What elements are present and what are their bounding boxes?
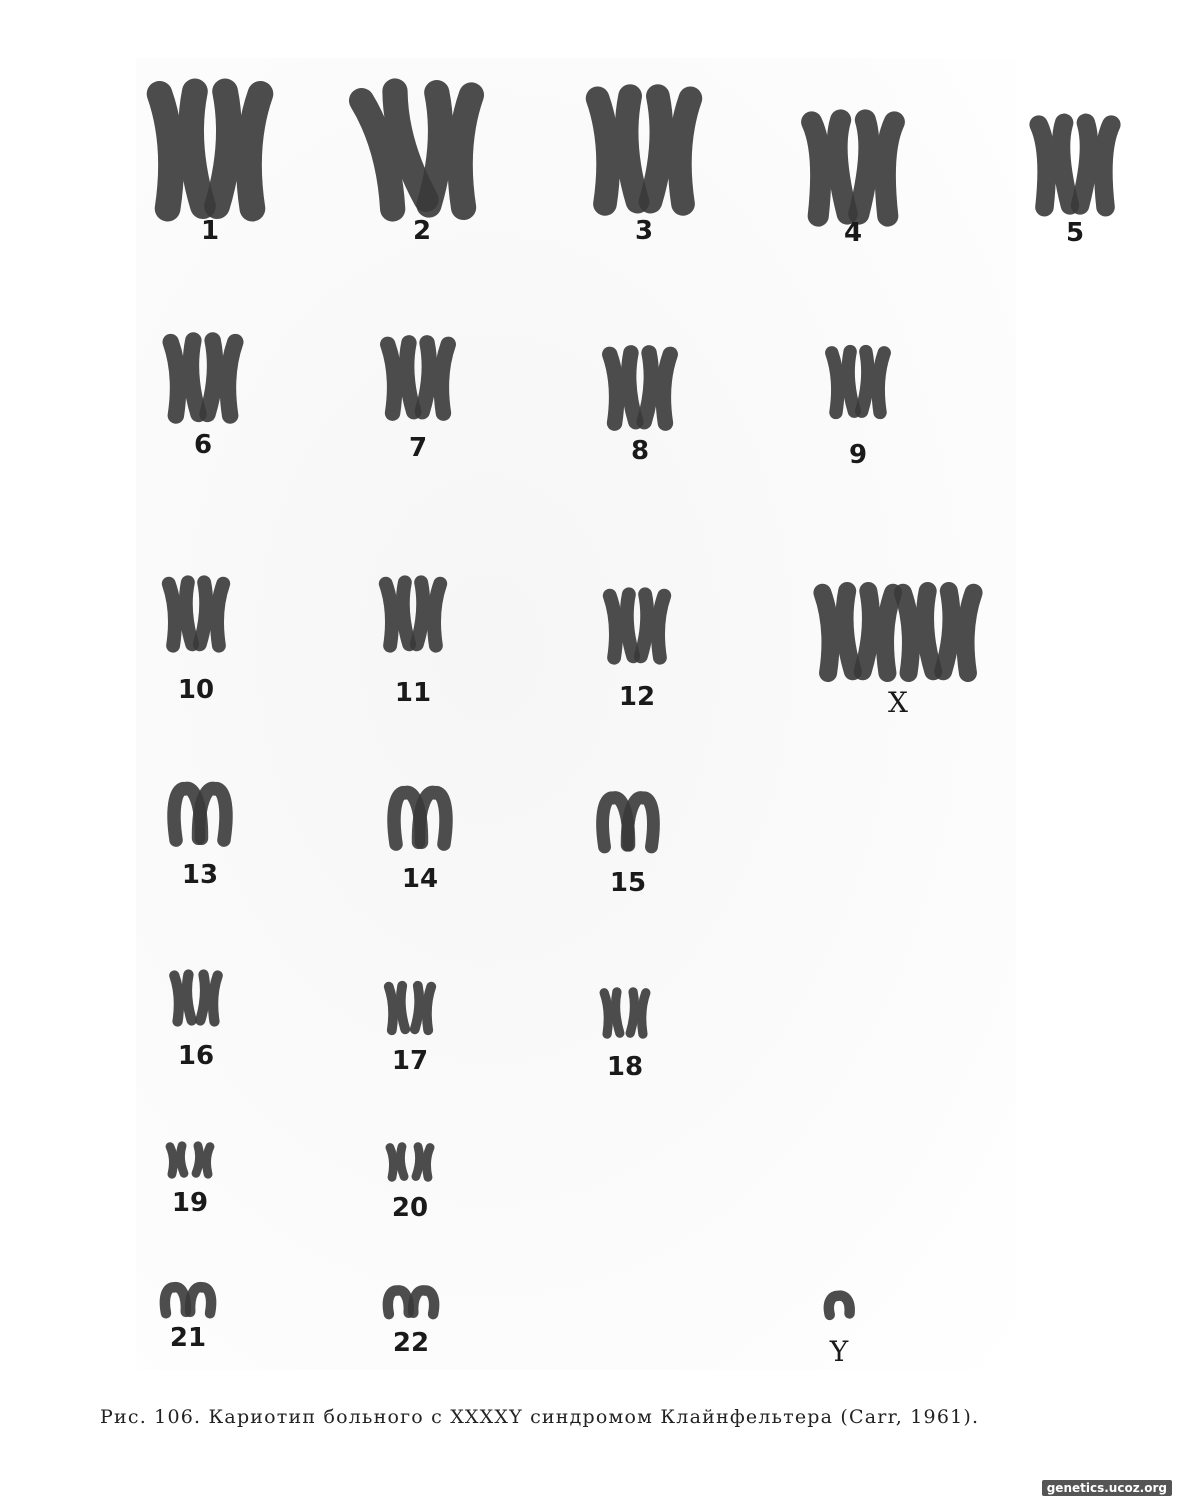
chromosome-5-2 xyxy=(1080,123,1111,207)
chromosome-22-1 xyxy=(387,1290,409,1315)
chromosome-label-19: 19 xyxy=(171,1188,209,1218)
chromosome-5-1 xyxy=(1039,123,1070,207)
chromosome-label-21: 21 xyxy=(169,1323,207,1353)
chromosome-8-1 xyxy=(610,353,636,423)
chromosome-17-2 xyxy=(415,986,431,1031)
chromosome-label-13: 13 xyxy=(181,860,219,890)
chromosome-label-2: 2 xyxy=(412,216,432,246)
chromosome-label-Y: Y xyxy=(829,1335,849,1368)
chromosome-7-1 xyxy=(388,343,414,413)
chromosome-19-1 xyxy=(170,1146,184,1174)
chromosome-3-1 xyxy=(598,96,638,204)
chromosome-1-2 xyxy=(217,91,260,208)
chromosome-X-3 xyxy=(903,591,933,673)
chromosome-10-2 xyxy=(200,582,223,645)
chromosome-label-3: 3 xyxy=(634,216,654,246)
chromosome-11-1 xyxy=(386,582,409,645)
chromosome-label-7: 7 xyxy=(408,433,428,463)
chromosome-label-20: 20 xyxy=(391,1193,429,1223)
chromosome-10-1 xyxy=(169,582,192,645)
chromosome-4-2 xyxy=(859,120,895,216)
chromosome-label-15: 15 xyxy=(609,868,647,898)
chromosome-16-2 xyxy=(200,975,217,1022)
chromosome-label-9: 9 xyxy=(848,440,868,470)
chromosome-2-1 xyxy=(362,91,426,209)
chromosome-X-4 xyxy=(943,591,973,673)
chromosome-8-2 xyxy=(644,353,670,423)
watermark: genetics.ucoz.org xyxy=(1042,1480,1172,1496)
chromosome-15-2 xyxy=(627,797,656,847)
chromosome-9-2 xyxy=(862,352,885,413)
chromosome-label-16: 16 xyxy=(177,1041,215,1071)
chromosome-label-X: X xyxy=(888,686,908,719)
chromosome-label-22: 22 xyxy=(392,1328,430,1358)
chromosome-X-2 xyxy=(863,591,893,673)
chromosome-X-1 xyxy=(822,591,852,673)
chromosome-label-8: 8 xyxy=(630,436,650,466)
chromosome-6-1 xyxy=(171,340,199,415)
chromosome-7-2 xyxy=(422,343,448,413)
chromosome-13-2 xyxy=(198,788,228,841)
chromosome-21-1 xyxy=(164,1287,187,1314)
chromosome-label-18: 18 xyxy=(606,1052,644,1082)
chromosome-14-2 xyxy=(418,792,448,845)
chromosome-label-10: 10 xyxy=(177,675,215,705)
figure-caption: Рис. 106. Кариотип больного с XXXXY синдромом Клайнфельтера (Carr, 1961). xyxy=(100,1406,980,1428)
chromosome-1-1 xyxy=(160,91,203,208)
chromosome-20-2 xyxy=(416,1147,430,1178)
chromosome-label-6: 6 xyxy=(193,430,213,460)
chromosome-label-14: 14 xyxy=(401,864,439,894)
chromosome-label-5: 5 xyxy=(1065,218,1085,248)
chromosome-9-1 xyxy=(832,352,855,413)
chromosome-label-12: 12 xyxy=(618,682,656,712)
chromosome-17-1 xyxy=(389,986,405,1031)
chromosome-12-2 xyxy=(641,594,664,657)
chromosome-21-2 xyxy=(190,1287,213,1314)
chromosome-2-2 xyxy=(429,93,471,208)
chromosome-12-1 xyxy=(610,594,633,657)
chromosome-20-1 xyxy=(390,1147,404,1178)
chromosome-label-17: 17 xyxy=(391,1046,429,1076)
chromosome-label-11: 11 xyxy=(394,678,432,708)
chromosome-6-2 xyxy=(208,340,236,415)
chromosome-4-1 xyxy=(812,120,848,216)
chromosome-11-2 xyxy=(417,582,440,645)
chromosome-label-1: 1 xyxy=(200,216,220,246)
chromosome-label-4: 4 xyxy=(843,218,863,248)
chromosome-18-2 xyxy=(630,992,646,1034)
chromosome-19-2 xyxy=(196,1146,210,1174)
chromosome-16-1 xyxy=(174,975,191,1022)
chromosome-Y-1 xyxy=(828,1295,850,1315)
chromosome-18-1 xyxy=(604,992,620,1034)
chromosome-22-2 xyxy=(413,1290,435,1315)
chromosome-3-2 xyxy=(651,96,691,204)
